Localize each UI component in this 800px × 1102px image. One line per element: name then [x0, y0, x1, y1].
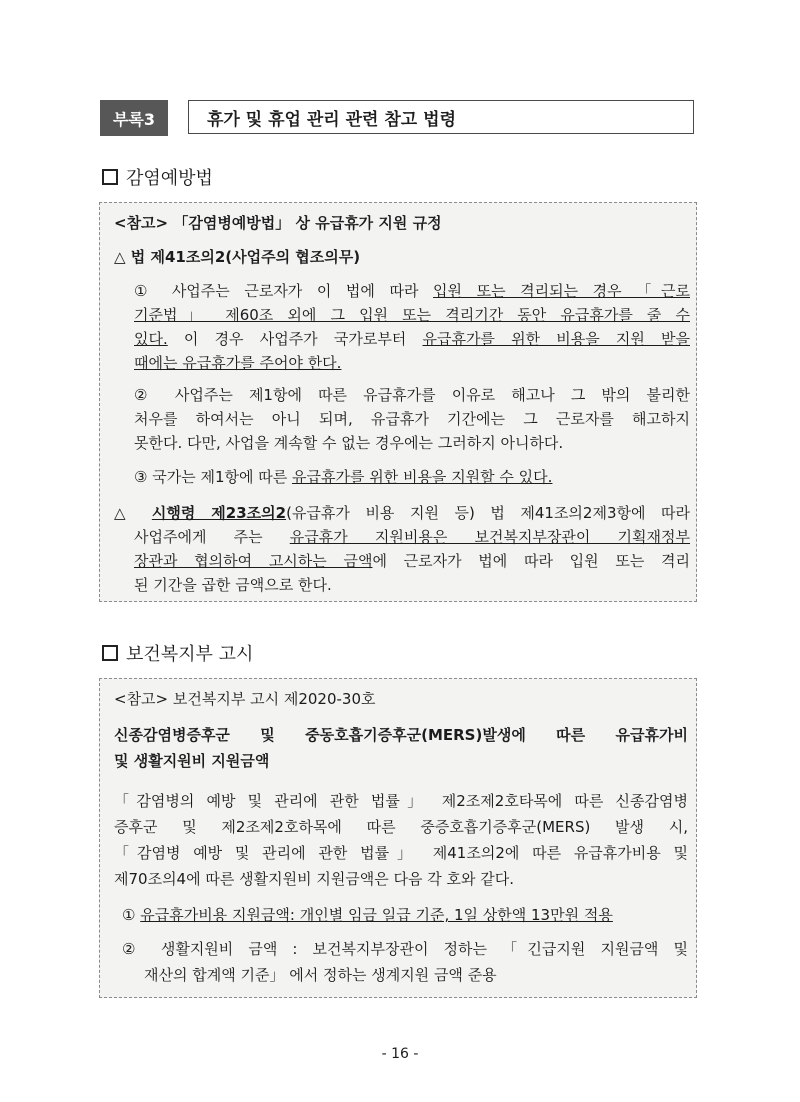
notice-body-line3: 「감염병 예방 및 관리에 관한 법률」 제41조의2에 따른 유급휴가비용 및	[114, 844, 688, 862]
reference-box-welfare-notice	[99, 678, 697, 998]
decree-line2: 사업주에게 주는 유급휴가 지원비용은 보건복지부장관이 기획재정부	[134, 528, 690, 546]
decree-line4: 된 기간을 곱한 금액으로 한다.	[134, 576, 332, 594]
reference-box-infection-act	[99, 202, 697, 602]
notice-subtitle-line2: 및 생활지원비 지원금액	[114, 752, 270, 770]
notice-item2-line2: 재산의 합계액 기준」 에서 정하는 생계지원 금액 준용	[144, 966, 497, 984]
section-heading-infection-act	[102, 164, 213, 190]
law-heading: △ 법 제41조의2(사업주의 협조의무)	[114, 248, 361, 266]
appendix-title: 휴가 및 휴업 관리 관련 참고 법령	[188, 100, 694, 134]
box-title: <참고> 「감염병예방법」 상 유급휴가 지원 규정	[114, 214, 442, 232]
notice-subtitle-line1: 신종감염병증후군 및 중동호흡기증후군(MERS)발생에 따른 유급휴가비	[114, 726, 688, 744]
section-heading-text: 보건복지부 고시	[126, 644, 254, 665]
article-para2-line2: 처우를 하여서는 아니 되며, 유급휴가 기간에는 그 근로자를 해고하지	[134, 410, 690, 428]
box-title: <참고> 보건복지부 고시 제2020-30호	[114, 690, 376, 708]
notice-item1: ① 유급휴가비용 지원금액: 개인별 임금 일급 기준, 1일 상한액 13만원 적용	[122, 906, 613, 924]
checkbox-square-icon	[102, 645, 118, 661]
notice-body-line1: 「감염병의 예방 및 관리에 관한 법률」 제2조제2호타목에 따른 신종감염병	[114, 792, 688, 810]
checkbox-square-icon	[102, 169, 118, 185]
notice-body-line2: 증후군 및 제2조제2호하목에 따른 중증호흡기증후군(MERS) 발생 시,	[114, 818, 688, 836]
section-heading-welfare-notice	[102, 640, 253, 666]
article-para2-line1: ② 사업주는 제1항에 따른 유급휴가를 이유로 해고나 그 밖의 불리한	[134, 386, 690, 404]
section-heading-text: 감염예방법	[126, 168, 213, 189]
appendix-badge: 부록3	[100, 100, 168, 136]
article-para3: ③ 국가는 제1항에 따른 유급휴가를 위한 비용을 지원할 수 있다.	[134, 468, 553, 486]
decree-line3: 장관과 협의하여 고시하는 금액에 근로자가 법에 따라 입원 또는 격리	[134, 552, 690, 570]
article-para1-line2: 기준법」 제60조 외에 그 입원 또는 격리기간 동안 유급휴가를 줄 수	[134, 306, 690, 324]
notice-item2-line1: ② 생활지원비 금액 : 보건복지부장관이 정하는 「긴급지원 지원금액 및	[122, 940, 688, 958]
notice-body-line4: 제70조의4에 따른 생활지원비 지원금액은 다음 각 호와 같다.	[114, 870, 515, 888]
article-para1-line1: ① 사업주는 근로자가 이 법에 따라 입원 또는 격리되는 경우 「근로	[134, 282, 690, 300]
appendix-header	[100, 100, 698, 138]
page-number: - 16 -	[381, 1046, 419, 1062]
article-para1-line4: 때에는 유급휴가를 주어야 한다.	[134, 354, 342, 372]
article-para1-line3: 있다. 이 경우 사업주가 국가로부터 유급휴가를 위한 비용을 지원 받을	[134, 330, 690, 348]
article-para2-line3: 못한다. 다만, 사업을 계속할 수 없는 경우에는 그러하지 아니하다.	[134, 434, 564, 452]
decree-line1: △ 시행령 제23조의2(유급휴가 비용 지원 등) 법 제41조의2제3항에 따라	[114, 504, 690, 522]
